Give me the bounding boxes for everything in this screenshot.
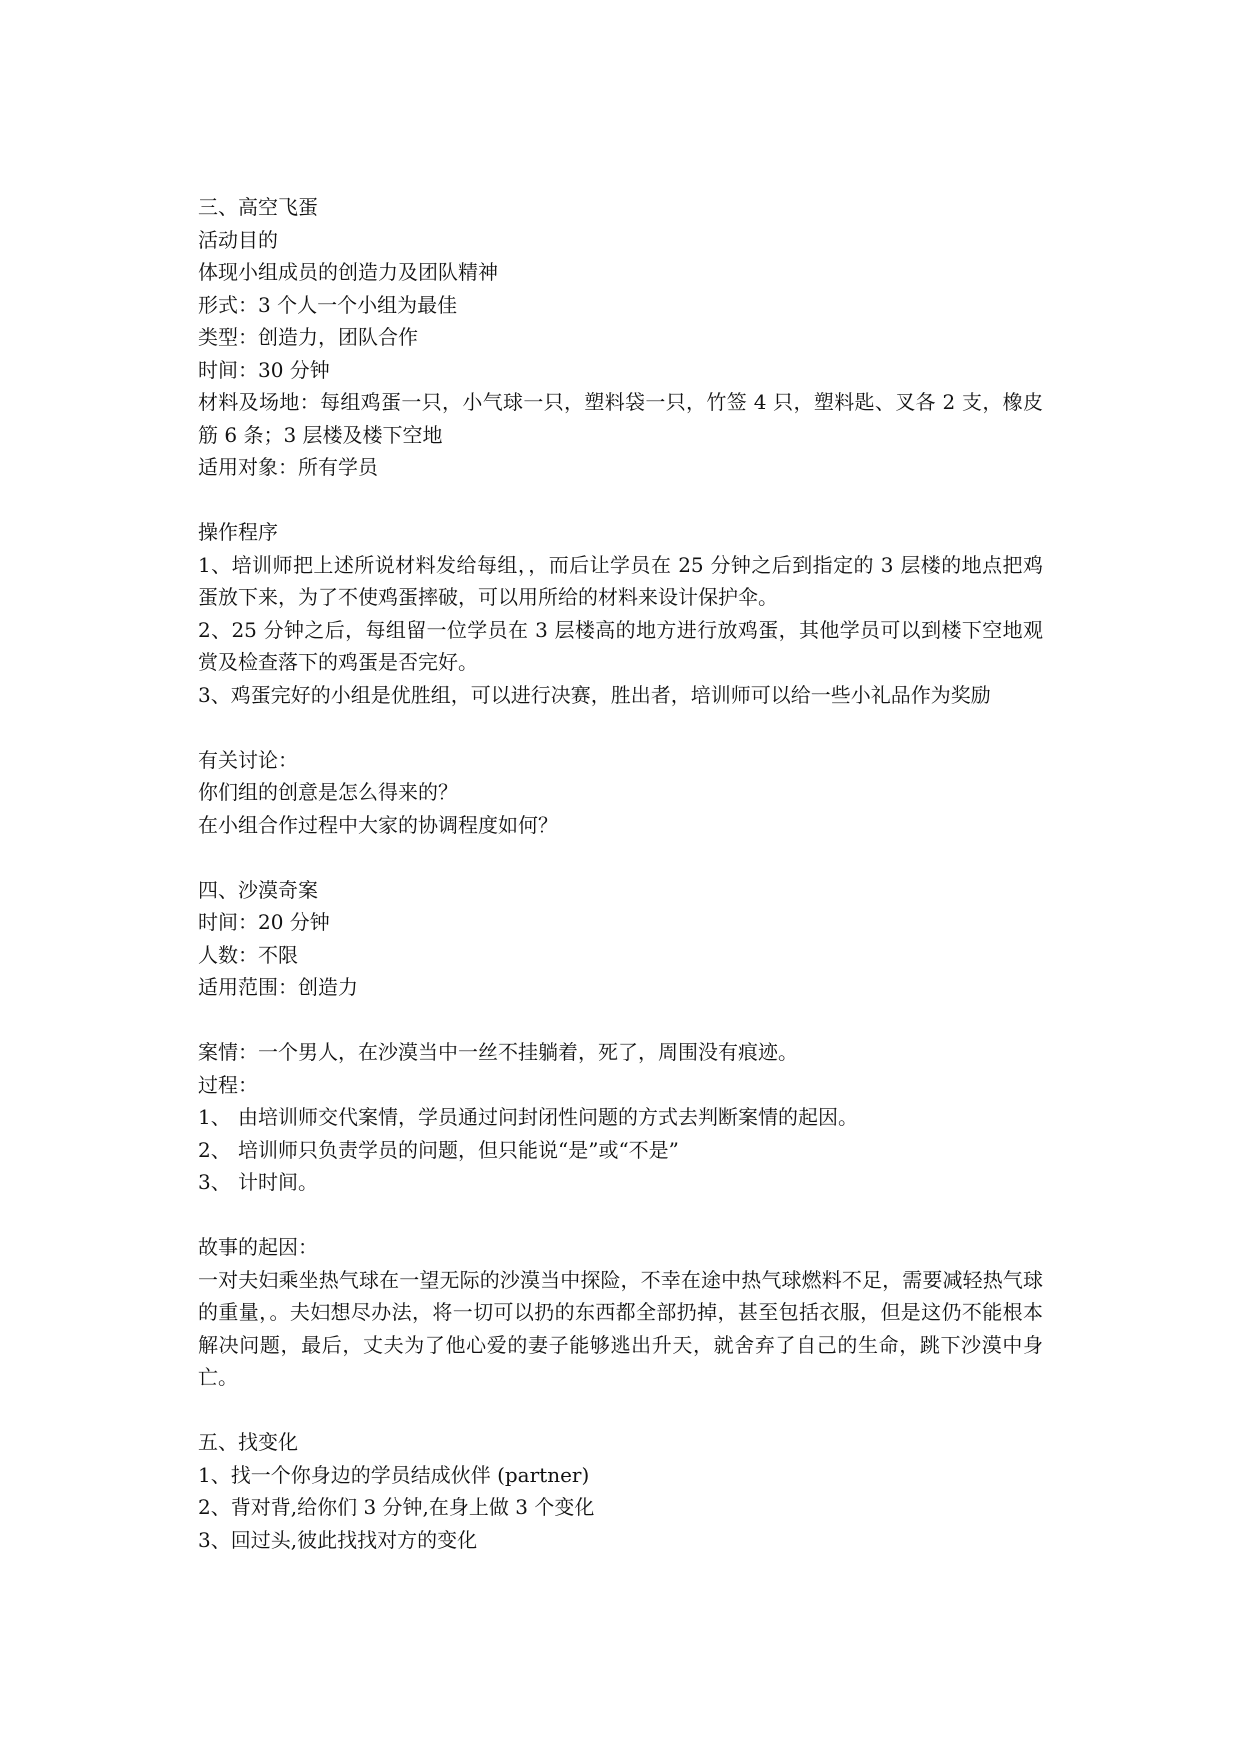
section3-title: 三、高空飞蛋 <box>198 195 318 219</box>
case-text: 案情：一个男人，在沙漠当中一丝不挂躺着，死了，周围没有痕迹。 <box>198 1040 798 1064</box>
process-heading: 过程： <box>198 1072 258 1097</box>
time-text: 时间：20 分钟 <box>198 910 330 934</box>
blank-line <box>198 1394 1043 1427</box>
section5-step: 3、回过头,彼此找找对方的变化 <box>198 1527 478 1552</box>
procedure-heading: 操作程序 <box>198 520 278 544</box>
blank-line <box>198 484 1043 517</box>
blank-line <box>198 1004 1043 1037</box>
procedure-step: 1、培训师把上述所说材料发给每组，，而后让学员在 25 分钟之后到指定的 3 层楼的地点把鸡蛋放下来，为了不使鸡蛋摔破，可以用所给的材料来设计保护伞。 <box>198 552 1043 609</box>
type-text: 类型：创造力，团队合作 <box>198 325 418 349</box>
process-item <box>198 1134 1043 1167</box>
procedure-step: 3、鸡蛋完好的小组是优胜组，可以进行决赛，胜出者，培训师可以给一些小礼品作为奖励 <box>198 682 991 707</box>
process-item-number: 3、 <box>198 1170 231 1194</box>
document-page <box>198 191 1043 1556</box>
discussion-heading: 有关讨论： <box>198 747 298 772</box>
time-text: 时间：30 分钟 <box>198 357 330 382</box>
discussion-question: 你们组的创意是怎么得来的？ <box>198 780 458 804</box>
section5-step: 2、背对背,给你们 3 分钟,在身上做 3 个变化 <box>198 1495 595 1519</box>
process-item-number: 1、 <box>198 1105 231 1129</box>
procedure-step: 2、25 分钟之后，每组留一位学员在 3 层楼高的地方进行放鸡蛋，其他学员可以到楼下空地观赏及检查落下的鸡蛋是否完好。 <box>198 617 1043 674</box>
form-text: 形式：3 个人一个小组为最佳 <box>198 292 458 317</box>
process-item <box>198 1166 1043 1199</box>
process-item-text: 计时间。 <box>238 1170 318 1194</box>
scope-text: 适用范围：创造力 <box>198 975 358 999</box>
cause-text: 一对夫妇乘坐热气球在一望无际的沙漠当中探险，不幸在途中热气球燃料不足，需要减轻热气球的重量，。夫妇想尽办法，将一切可以扔的东西都全部扔掉，甚至包括衣服，但是这仍不能根本解决问题，最后，丈夫为了他心爱的妻子能够逃出升天，就舍弃了自己的生命，跳下沙漠中身亡。 <box>198 1267 1043 1389</box>
section5-step: 1、找一个你身边的学员结成伙伴 (partner) <box>198 1462 590 1487</box>
process-item <box>198 1101 1043 1134</box>
section4-title: 四、沙漠奇案 <box>198 877 318 902</box>
section5-title: 五、找变化 <box>198 1430 298 1454</box>
cause-heading: 故事的起因： <box>198 1235 318 1259</box>
blank-line <box>198 1199 1043 1232</box>
process-item-text: 由培训师交代案情，学员通过问封闭性问题的方式去判断案情的起因。 <box>238 1105 858 1129</box>
blank-line <box>198 841 1043 874</box>
materials-text: 材料及场地：每组鸡蛋一只，小气球一只，塑料袋一只，竹签 4 只，塑料匙、叉各 2 支，橡皮筋 6 条；3 层楼及楼下空地 <box>198 390 1043 447</box>
discussion-question: 在小组合作过程中大家的协调程度如何？ <box>198 812 558 837</box>
audience-text: 适用对象：所有学员 <box>198 455 378 479</box>
people-text: 人数：不限 <box>198 942 298 967</box>
process-item-number: 2、 <box>198 1137 231 1162</box>
blank-line <box>198 711 1043 744</box>
purpose-heading: 活动目的 <box>198 227 278 252</box>
purpose-text: 体现小组成员的创造力及团队精神 <box>198 260 498 284</box>
process-item-text: 培训师只负责学员的问题，但只能说“是”或“不是” <box>238 1137 679 1162</box>
